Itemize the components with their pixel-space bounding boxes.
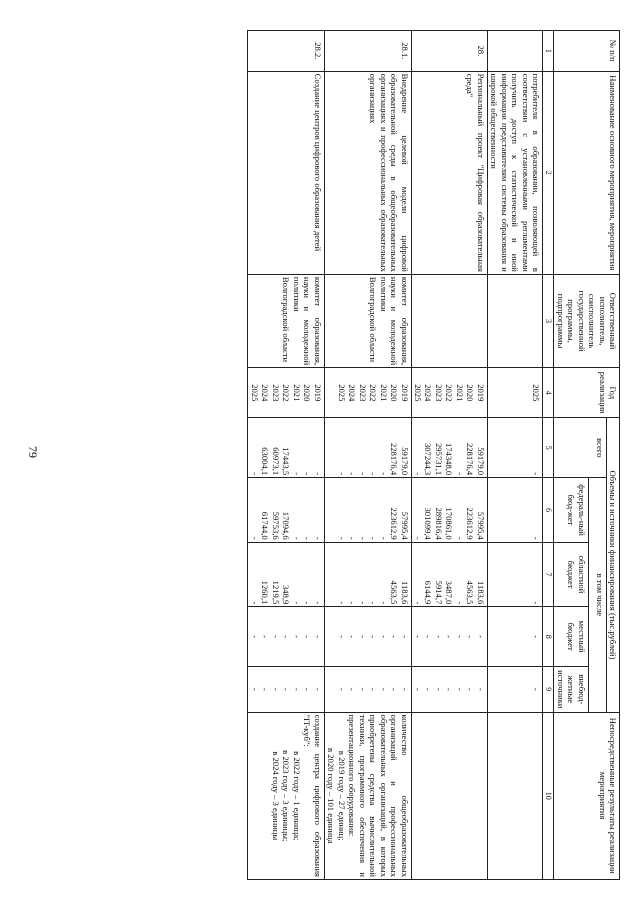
federal-cell-value: -	[302, 536, 313, 540]
regional-cell-value: -	[454, 601, 465, 605]
offbudget-cell-value: -	[378, 687, 389, 691]
local-cell-value: -	[444, 635, 455, 639]
year-cell-value: 2020	[389, 384, 400, 402]
federal-cell-value: -	[413, 536, 424, 540]
local-cell	[324, 607, 411, 667]
activity-name: Внедрение целевой модели цифровой образовательной среды в общеобразовательных организациях и профессиональных образовательных организациях	[324, 71, 411, 274]
total-cell-value: -	[531, 472, 542, 476]
local-cell-value: -	[399, 635, 410, 639]
row-number: 28.	[411, 31, 487, 72]
year-cell	[248, 368, 324, 418]
result-text: создание центра цифрового образования "IT-куб":	[302, 714, 323, 877]
regional-cell-value: 4563,5	[465, 580, 476, 605]
year-cell-value: 2019	[475, 384, 486, 402]
page-number: 79	[26, 446, 40, 458]
federal-cell-value: 223612,9	[465, 507, 476, 540]
federal-cell-value: -	[454, 536, 465, 540]
federal-cell-value: -	[368, 536, 379, 540]
federal-cell-value: 289816,4	[433, 507, 444, 540]
local-cell-value: -	[291, 635, 302, 639]
federal-cell	[248, 478, 324, 543]
offbudget-cell-value: -	[270, 687, 281, 691]
result-line: в 2019 году – 27 единиц;	[336, 750, 347, 841]
regional-cell-value: 6144,9	[423, 580, 434, 605]
year-cell-value: 2024	[260, 384, 271, 402]
federal-cell-value: -	[312, 536, 323, 540]
offbudget-cell-value: -	[423, 687, 434, 691]
regional-cell-value: -	[249, 601, 260, 605]
header-regional: областной бюджет	[554, 542, 588, 607]
total-cell	[411, 418, 487, 478]
offbudget-cell	[324, 667, 411, 712]
row-number: 28.2.	[248, 31, 324, 72]
activity-name: потребителя в образовании, позволяющей в соответствии с установленными регламентами получить доступ к статистической и иной информации представителям системы образования и широкой общественности	[487, 71, 542, 274]
local-cell-value: -	[368, 635, 379, 639]
year-cell-value: 2024	[423, 384, 434, 402]
year-cell-value: 2021	[454, 384, 465, 402]
local-cell-value: -	[454, 635, 465, 639]
local-cell	[487, 607, 542, 667]
year-cell-value: 2019	[399, 384, 410, 402]
offbudget-cell-value: -	[368, 687, 379, 691]
federal-cell-value: -	[347, 536, 358, 540]
offbudget-cell-value: -	[413, 687, 424, 691]
header-federal: федераль-ный бюд-жет	[554, 478, 588, 543]
offbudget-cell-value: -	[465, 687, 476, 691]
year-cell-value: 2023	[433, 384, 444, 402]
total-cell-value: 17443,5	[281, 447, 292, 476]
regional-cell-value: -	[368, 601, 379, 605]
year-cell-value: 2025	[336, 384, 347, 402]
total-cell-value: -	[347, 472, 358, 476]
federal-cell-value: 170861,0	[444, 507, 455, 540]
year-cell-value: 2024	[347, 384, 358, 402]
activity-name: Региональный проект "Цифровая образовательная среда"	[411, 71, 487, 274]
column-index: 2	[543, 71, 554, 274]
table-row	[324, 31, 411, 880]
column-index: 1	[543, 31, 554, 72]
table-row	[411, 31, 487, 880]
offbudget-cell-value: -	[399, 687, 410, 691]
offbudget-cell-value: -	[249, 687, 260, 691]
header-total: всего	[554, 418, 606, 478]
header-local: местный бюджет	[554, 607, 588, 667]
regional-cell-value: 1260,1	[260, 580, 271, 605]
total-cell-value: -	[336, 472, 347, 476]
year-cell-value: 2022	[281, 384, 292, 402]
offbudget-cell-value: -	[302, 687, 313, 691]
total-cell-value: -	[312, 472, 323, 476]
total-cell-value: -	[454, 472, 465, 476]
row-number	[487, 31, 542, 72]
header-responsible: Ответственный исполнитель, соисполнитель государственной программы, подпрограммы	[554, 274, 620, 367]
federal-cell-value: -	[378, 536, 389, 540]
year-cell-value: 2020	[465, 384, 476, 402]
federal-cell-value: -	[249, 536, 260, 540]
total-cell-value: 307244,3	[423, 442, 434, 476]
local-cell-value: -	[475, 635, 486, 639]
year-cell-value: 2021	[378, 384, 389, 402]
offbudget-cell-value: -	[291, 687, 302, 691]
header-funding: Объемы и источники финансирования (тыс.рублей)	[606, 418, 619, 712]
regional-cell-value: -	[531, 601, 542, 605]
total-cell	[487, 418, 542, 478]
local-cell-value: -	[357, 635, 368, 639]
federal-cell-value: -	[357, 536, 368, 540]
result-cell	[487, 712, 542, 879]
year-cell-value: 2025	[249, 384, 260, 402]
federal-cell-value: 223612,9	[389, 507, 400, 540]
result-cell	[411, 712, 487, 879]
local-cell-value: -	[336, 635, 347, 639]
regional-cell-value: -	[413, 601, 424, 605]
total-cell	[248, 418, 324, 478]
local-cell-value: -	[302, 635, 313, 639]
year-cell-value: 2021	[291, 384, 302, 402]
regional-cell-value: -	[302, 601, 313, 605]
local-cell-value: -	[433, 635, 444, 639]
rotated-page	[75, 30, 620, 880]
regional-cell-value: -	[291, 601, 302, 605]
result-cell	[324, 712, 411, 879]
federal-cell-value: -	[291, 536, 302, 540]
offbudget-cell-value: -	[444, 687, 455, 691]
column-index: 6	[543, 478, 554, 543]
regional-cell-value: 1183,6	[475, 580, 486, 605]
column-index: 8	[543, 607, 554, 667]
header-num: № п/п	[554, 31, 620, 72]
total-cell-value: 228176,4	[389, 442, 400, 476]
row-number: 28.1.	[324, 31, 411, 72]
offbudget-cell-value: -	[312, 687, 323, 691]
offbudget-cell	[248, 667, 324, 712]
regional-cell	[411, 542, 487, 607]
federal-cell-value: 61744,0	[260, 511, 271, 540]
offbudget-cell-value: -	[531, 687, 542, 691]
offbudget-cell-value: -	[336, 687, 347, 691]
local-cell-value: -	[378, 635, 389, 639]
activity-name: Создание центров цифрового образования детей	[248, 71, 324, 274]
offbudget-cell-value: -	[433, 687, 444, 691]
local-cell	[411, 607, 487, 667]
regional-cell-value: 5914,7	[433, 580, 444, 605]
regional-cell-value: -	[378, 601, 389, 605]
total-cell-value: -	[368, 472, 379, 476]
total-cell-value: 60973,1	[270, 447, 281, 476]
table-row	[487, 31, 542, 880]
column-index-row	[543, 31, 554, 880]
federal-cell-value: 301099,4	[423, 507, 434, 540]
regional-cell-value: -	[336, 601, 347, 605]
year-cell-value: 2025	[413, 384, 424, 402]
result-line: в 2020 году – 101 единица	[326, 748, 337, 844]
table-body	[248, 31, 543, 880]
local-cell-value: -	[249, 635, 260, 639]
regional-cell-value: 1183,6	[399, 580, 410, 605]
local-cell-value: -	[312, 635, 323, 639]
result-cell	[248, 712, 324, 879]
offbudget-cell-value: -	[357, 687, 368, 691]
year-cell-value: 2025	[531, 384, 542, 402]
federal-cell-value: 59753,6	[270, 511, 281, 540]
regional-cell	[248, 542, 324, 607]
year-cell	[411, 368, 487, 418]
year-cell-value: 2023	[270, 384, 281, 402]
total-cell-value: -	[291, 472, 302, 476]
federal-cell	[411, 478, 487, 543]
regional-cell-value: 3487,0	[444, 580, 455, 605]
offbudget-cell	[487, 667, 542, 712]
local-cell-value: -	[531, 635, 542, 639]
year-cell	[324, 368, 411, 418]
column-index: 10	[543, 712, 554, 879]
result-line: в 2024 году – 3 единицы	[270, 751, 281, 841]
header-offbudget: внебюд-жетные источники	[554, 667, 588, 712]
total-cell	[324, 418, 411, 478]
total-cell-value: 59179,0	[399, 447, 410, 476]
offbudget-cell	[411, 667, 487, 712]
header-including: в том числе	[588, 478, 606, 712]
federal-cell-value: 57995,4	[399, 511, 410, 540]
offbudget-cell-value: -	[347, 687, 358, 691]
total-cell-value: -	[378, 472, 389, 476]
federal-cell-value: 17094,6	[281, 511, 292, 540]
year-cell	[487, 368, 542, 418]
federal-cell-value: 57995,4	[475, 511, 486, 540]
responsible-executor: комитет образования, науки и молодежной политики Волгоградской области	[248, 274, 324, 367]
column-index: 5	[543, 418, 554, 478]
local-cell-value: -	[347, 635, 358, 639]
column-index: 7	[543, 542, 554, 607]
responsible-executor	[411, 274, 487, 367]
total-cell-value: 228176,4	[465, 442, 476, 476]
regional-cell-value: 1219,5	[270, 580, 281, 605]
total-cell-value: -	[249, 472, 260, 476]
total-cell-value: 295731,1	[433, 442, 444, 476]
header-year: Год реализации	[554, 368, 620, 418]
total-cell-value: 59179,0	[475, 447, 486, 476]
offbudget-cell-value: -	[454, 687, 465, 691]
federal-cell-value: -	[336, 536, 347, 540]
local-cell-value: -	[465, 635, 476, 639]
year-cell-value: 2020	[302, 384, 313, 402]
column-index: 3	[543, 274, 554, 367]
total-cell-value: -	[357, 472, 368, 476]
total-cell-value: -	[302, 472, 313, 476]
local-cell-value: -	[260, 635, 271, 639]
regional-cell-value: -	[357, 601, 368, 605]
federal-cell	[487, 478, 542, 543]
local-cell-value: -	[423, 635, 434, 639]
local-cell-value: -	[413, 635, 424, 639]
regional-cell-value: 348,9	[281, 584, 292, 605]
responsible-executor: комитет образования, науки и молодежной политики Волгоградской области	[324, 274, 411, 367]
federal-cell	[324, 478, 411, 543]
header-results: Непосредственные результаты реализации мероприятия	[554, 712, 620, 879]
program-table	[247, 30, 620, 880]
result-text: количество общеобразовательных организаций и профессиональных образовательных организаций, в которых приобретены средства вычислительной техники, программного обеспечения и презентационного оборудования:	[347, 714, 410, 877]
column-index: 4	[543, 368, 554, 418]
header-name: Наименование основного мероприятия, мероприятия	[554, 71, 620, 274]
total-cell-value: -	[413, 472, 424, 476]
local-cell-value: -	[270, 635, 281, 639]
federal-cell-value: -	[531, 536, 542, 540]
result-line: в 2022 году – 1 единица;	[291, 751, 302, 841]
regional-cell-value: -	[347, 601, 358, 605]
year-cell-value: 2019	[312, 384, 323, 402]
offbudget-cell-value: -	[475, 687, 486, 691]
total-cell-value: 174348,0	[444, 442, 455, 476]
local-cell-value: -	[281, 635, 292, 639]
table-row	[248, 31, 324, 880]
regional-cell	[324, 542, 411, 607]
local-cell	[248, 607, 324, 667]
offbudget-cell-value: -	[260, 687, 271, 691]
year-cell-value: 2022	[368, 384, 379, 402]
column-index: 9	[543, 667, 554, 712]
regional-cell-value: 4563,5	[389, 580, 400, 605]
responsible-executor	[487, 274, 542, 367]
offbudget-cell-value: -	[281, 687, 292, 691]
local-cell-value: -	[389, 635, 400, 639]
total-cell-value: 63004,1	[260, 447, 271, 476]
regional-cell	[487, 542, 542, 607]
regional-cell-value: -	[312, 601, 323, 605]
year-cell-value: 2022	[444, 384, 455, 402]
offbudget-cell-value: -	[389, 687, 400, 691]
result-line: в 2023 году – 3 единицы;	[281, 750, 292, 842]
year-cell-value: 2023	[357, 384, 368, 402]
